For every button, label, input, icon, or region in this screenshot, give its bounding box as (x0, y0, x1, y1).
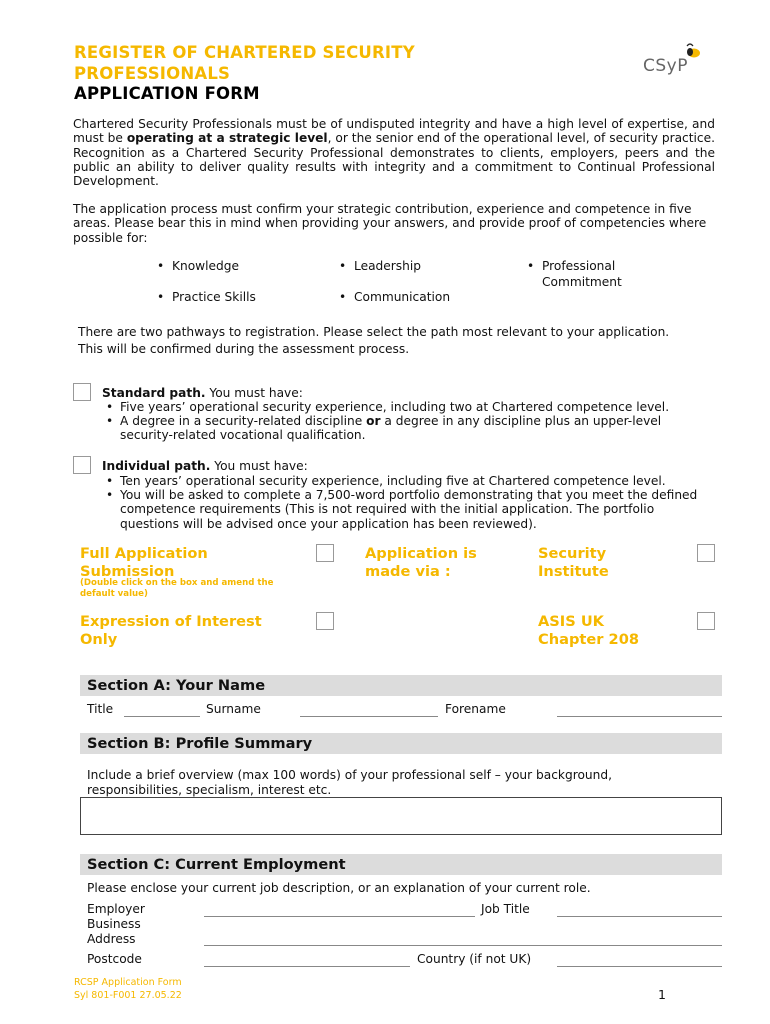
title-label: Title (87, 702, 114, 716)
footer-reference: RCSP Application Form Syl 801-F001 27.05.22 (74, 977, 182, 1001)
asis-uk-label: ASIS UK Chapter 208 (538, 613, 640, 648)
expression-of-interest-label: Expression of Interest Only (80, 613, 262, 648)
employer-field[interactable] (204, 916, 475, 917)
full-application-label: Full Application Submission (80, 545, 208, 580)
individual-path-requirements (104, 474, 714, 531)
competency-practice-skills: • Practice Skills (172, 289, 256, 305)
profile-summary-textarea[interactable] (80, 797, 722, 835)
asis-uk-checkbox[interactable] (697, 612, 715, 630)
security-institute-checkbox[interactable] (697, 544, 715, 562)
employer-address-label: Employer Business Address (87, 902, 145, 946)
standard-path-checkbox[interactable] (73, 383, 91, 401)
job-title-field[interactable] (557, 916, 722, 917)
surname-field[interactable] (300, 716, 438, 717)
competency-communication: • Communication (354, 289, 450, 305)
forename-field[interactable] (557, 716, 722, 717)
country-field[interactable] (557, 966, 722, 967)
intro-paragraph-2: The application process must confirm your strategic contribution, experience and competence in five areas. Please bear this in mind when providing your answers, and provide proof of competencies where possible for: (73, 202, 707, 245)
employment-instructions: Please enclose your current job description, or an explanation of your current role. (87, 881, 591, 895)
surname-label: Surname (206, 702, 261, 716)
competency-knowledge: • Knowledge (172, 258, 239, 274)
individual-path-checkbox[interactable] (73, 456, 91, 474)
title-field[interactable] (124, 716, 200, 717)
competency-leadership: • Leadership (354, 258, 421, 274)
postcode-field[interactable] (204, 966, 410, 967)
standard-path-requirements (104, 400, 714, 443)
list-item: • You will be asked to complete a 7,500-word portfolio demonstrating that you meet the defined competence requirements (This is not required with the initial application. The portfolio questions will be advised once your application has been reviewed). (104, 488, 714, 531)
business-address-field[interactable] (204, 945, 722, 946)
intro-paragraph-1: Chartered Security Professionals must be of undisputed integrity and have a high level of expertise, and must be operating at a strategic level, or the senior end of the operational level, of security practice. Recognition as a Chartered Security Professional demonstrates to clients, employers, peers and the public an ability to deliver quality results with integrity and a commitment to Continual Professional Development. (73, 117, 715, 189)
security-institute-label: Security Institute (538, 545, 609, 580)
expression-of-interest-checkbox[interactable] (316, 612, 334, 630)
list-item: • Five years’ operational security experience, including two at Chartered competence level. (104, 400, 714, 414)
csyp-logo (640, 42, 710, 82)
section-a-heading: Section A: Your Name (80, 675, 722, 696)
page-number: 1 (658, 987, 666, 1002)
profile-summary-instructions: Include a brief overview (max 100 words) of your professional self – your background, responsibilities, specialism, interest etc. (87, 768, 612, 797)
job-title-label: Job Title (481, 902, 530, 916)
section-c-heading: Section C: Current Employment (80, 854, 722, 875)
list-item: • A degree in a security-related discipline or a degree in any discipline plus an upper-level security-related vocational qualification. (104, 414, 714, 442)
individual-path-heading: Individual path. You must have: (102, 459, 308, 473)
standard-path-heading: Standard path. You must have: (102, 386, 303, 400)
full-application-checkbox[interactable] (316, 544, 334, 562)
application-form-title: APPLICATION FORM (74, 84, 260, 103)
full-application-note: (Double click on the box and amend the default value) (80, 578, 274, 599)
pathways-intro: There are two pathways to registration. Please select the path most relevant to your application. This will be confirmed during the assessment process. (78, 325, 670, 356)
competency-professional-commitment: • Professional Commitment (542, 258, 622, 290)
logo-text: CSyP (643, 56, 688, 76)
postcode-label: Postcode (87, 952, 142, 966)
list-item: • Ten years’ operational security experience, including five at Chartered competence level. (104, 474, 714, 488)
section-b-heading: Section B: Profile Summary (80, 733, 722, 754)
application-made-via-label: Application is made via : (365, 545, 477, 580)
forename-label: Forename (445, 702, 506, 716)
register-title: REGISTER OF CHARTERED SECURITY PROFESSIONALS (74, 43, 415, 83)
country-label: Country (if not UK) (417, 952, 532, 966)
